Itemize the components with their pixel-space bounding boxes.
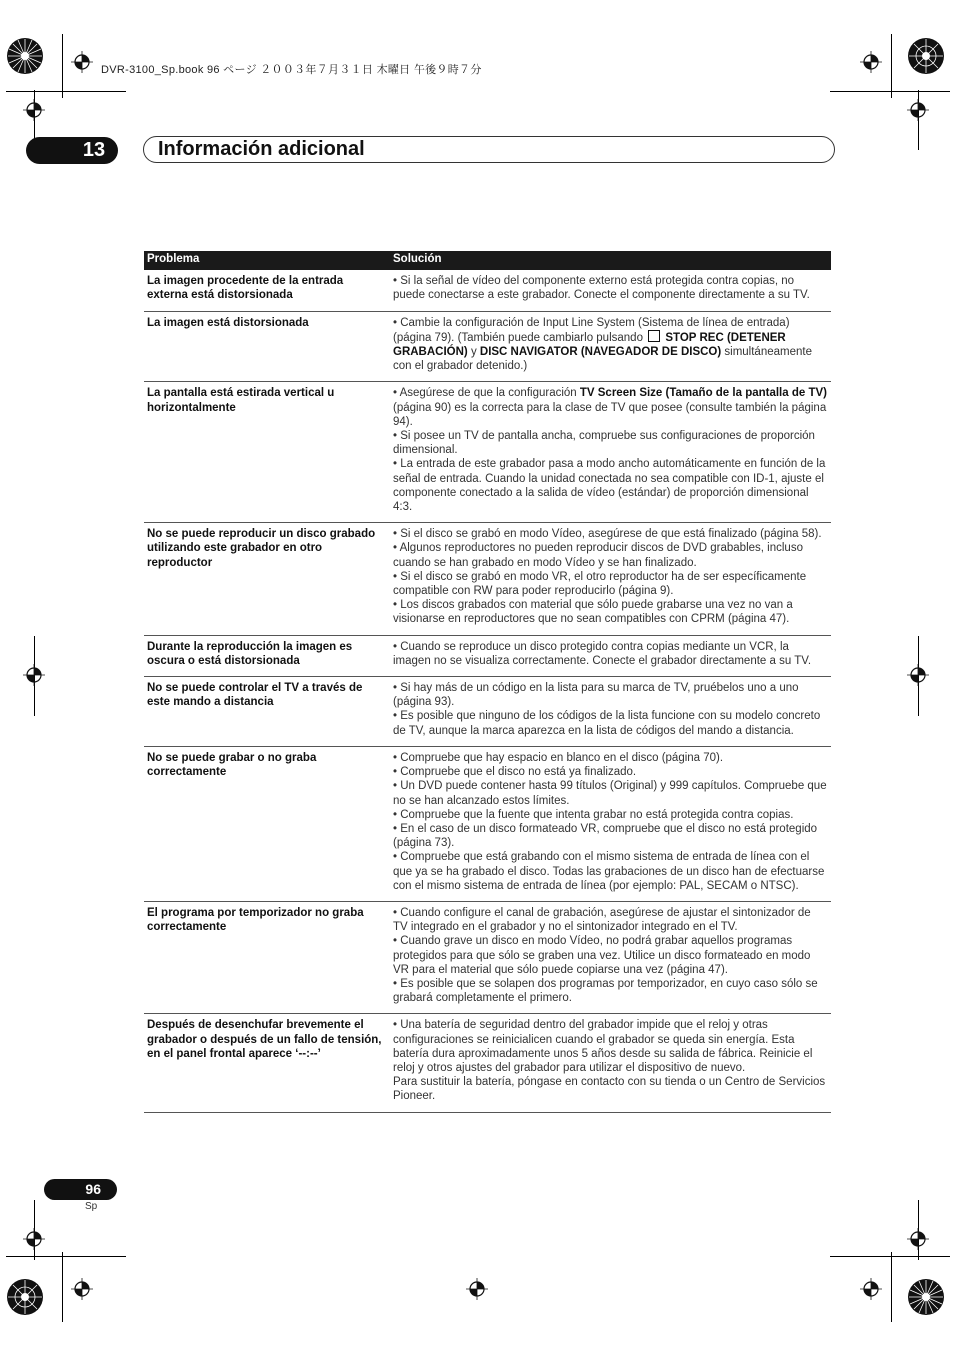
- solution-text: • Asegúrese de que la configuración: [393, 387, 580, 400]
- solution-cell: [390, 677, 831, 747]
- solution-cell: [390, 1014, 831, 1112]
- solution-item: • Si el disco se grabó en modo Vídeo, asegúrese de que está finalizado (página 58).: [393, 528, 822, 541]
- registration-rosette-icon: [6, 37, 44, 75]
- solution-item: Para sustituir la batería, póngase en contacto con su tienda o un Centro de Servicios Pioneer.: [393, 1076, 826, 1103]
- stop-button-icon: [648, 330, 660, 342]
- chapter-header: [143, 136, 835, 163]
- problem-cell: El programa por temporizador no graba correctamente: [144, 901, 390, 1013]
- solution-item: [393, 386, 828, 429]
- solution-cell: [390, 746, 831, 901]
- problem-cell: La pantalla está estirada vertical u horizontalmente: [144, 382, 390, 523]
- chapter-number-badge: 13: [26, 137, 118, 164]
- solution-item: • Cuando configure el canal de grabación, asegúrese de ajustar el sintonizador de TV integrado en el grabador y no el sintonizador integrado en el TV.: [393, 906, 811, 934]
- solution-item: • Compruebe que está grabando con el mismo sistema de entrada de línea con el que ya se ha grabado el disco. Todas las grabaciones de un disco han de efectuarse con el mismo sistema de entrada de línea (por ejemplo: PAL, SECAM o NTSC).: [393, 851, 825, 892]
- crosshair-icon: [23, 99, 45, 121]
- file-header: DVR-3100_Sp.book 96 ページ ２００３年７月３１日 木曜日 午後９時７分: [101, 64, 482, 76]
- solution-item: • Los discos grabados con material que sólo puede grabarse una vez no van a visionarse en reproductores que no sean compatibles con CPRM (página 47).: [393, 599, 793, 626]
- registration-rosette-icon: [907, 37, 945, 75]
- solution-item: • Una batería de seguridad dentro del grabador impide que el reloj y otras configuraciones se reinicialicen cuando el grabador se queda sin energía. Esta batería dura aproximadamente unos 5 años desde su salida de fábrica. Reinicie el reloj y otros ajustes del grabador para utilizar el dispositivo de nuevo.: [393, 1019, 813, 1074]
- problem-cell: Durante la reproducción la imagen es oscura o está distorsionada: [144, 635, 390, 676]
- crosshair-icon: [907, 1228, 929, 1250]
- solution-item: • Cuando se reproduce un disco protegido contra copias mediante un VCR, la imagen no se visualiza correctamente. Conecte el grabador directamente a su TV.: [393, 640, 812, 667]
- problem-cell: Después de desenchufar brevemente el grabador o después de un fallo de tensión, en el panel frontal aparece ‘--:--’: [144, 1014, 390, 1112]
- solution-text: • Cambie la configuración de Input Line System (Sistema de línea de entrada) (página 79). (También puede cambiarlo pulsando: [393, 316, 790, 344]
- crosshair-icon: [907, 664, 929, 686]
- crosshair-icon: [23, 1228, 45, 1250]
- table-header-row: [144, 251, 831, 270]
- table-row: [144, 1014, 831, 1112]
- registration-rosette-icon: [6, 1278, 44, 1316]
- table-row: [144, 270, 831, 311]
- chapter-title: Información adicional: [158, 138, 365, 160]
- solution-item: • Cuando grave un disco en modo Vídeo, no podrá grabar aquellos programas protegidos para que sólo se graben una vez. Utilice un disco formateado en modo VR para el material que sólo puede copiarse una vez (página 47).: [393, 935, 811, 976]
- solution-key-stop-rec: STOP REC (DETENER GRABACIÓN): [393, 331, 786, 359]
- troubleshooting-table: [144, 251, 831, 1113]
- table-row: [144, 746, 831, 901]
- problem-cell: No se puede grabar o no graba correctamente: [144, 746, 390, 901]
- crosshair-icon: [71, 1278, 93, 1300]
- solution-text: y: [467, 346, 480, 359]
- crosshair-icon: [71, 51, 93, 73]
- solution-cell: [390, 382, 831, 523]
- header-problem: Problema: [144, 251, 390, 270]
- solution-item: • Compruebe que hay espacio en blanco en el disco (página 70).: [393, 751, 724, 764]
- solution-cell: [390, 523, 831, 635]
- solution-item: • Si hay más de un código en la lista para su marca de TV, pruébelos uno a uno (página 93).: [393, 682, 799, 709]
- solution-item: • Es posible que se solapen dos programas por temporizador, en cuyo caso sólo se grabará completamente el primero.: [393, 977, 818, 1005]
- solution-item: • Un DVD puede contener hasta 99 títulos (Original) y 999 capítulos. Compruebe que no se han alcanzado estos límites.: [393, 780, 827, 807]
- solution-item: • Si el disco se grabó en modo VR, el otro reproductor ha de ser específicamente compatible con RW para poder reproducirlo (página 9).: [393, 570, 807, 598]
- solution-item: • Algunos reproductores no pueden reproducir discos de DVD grabables, incluso cuando se han grabado en modo Vídeo y se han finalizado.: [393, 542, 803, 569]
- problem-cell: La imagen está distorsionada: [144, 311, 390, 382]
- solution-text: (página 90) es la correcta para la clase de TV que posee (consulte también la página 94).: [393, 401, 827, 428]
- solution-item: [393, 316, 828, 374]
- table-row: [144, 635, 831, 676]
- crosshair-icon: [860, 1278, 882, 1300]
- solution-cell: [390, 311, 831, 382]
- crosshair-icon: [860, 51, 882, 73]
- crosshair-icon: [907, 99, 929, 121]
- solution-item: • Compruebe que la fuente que intenta grabar no está protegida contra copias.: [393, 808, 794, 821]
- solution-item: • La entrada de este grabador pasa a modo ancho automáticamente en función de la señal de entrada. Cuando la unidad conectada no sea compatible con ID-1, ajuste el componente conectado a la salida de vídeo (estándar) de proporción dimensional 4:3.: [393, 458, 826, 514]
- crosshair-icon: [23, 664, 45, 686]
- page-language-code: Sp: [85, 1201, 98, 1212]
- problem-cell: No se puede controlar el TV a través de este mando a distancia: [144, 677, 390, 747]
- crosshair-icon: [466, 1278, 488, 1300]
- table-row: [144, 523, 831, 635]
- table-row: [144, 311, 831, 382]
- table-row: [144, 382, 831, 523]
- solution-item: • Si la señal de vídeo del componente externo está protegida contra copias, no puede conectarse a este grabador. Conecte el componente directamente a su TV.: [393, 275, 810, 302]
- page-number-badge: 96: [44, 1179, 117, 1200]
- solution-item: • Es posible que ninguno de los códigos de la lista funcione con su modelo concreto de TV, aunque la marca aparezca en la lista de códigos del mando a distancia.: [393, 710, 821, 737]
- table-row: [144, 901, 831, 1013]
- solution-item: • En el caso de un disco formateado VR, compruebe que el disco no está protegido (página 73).: [393, 822, 818, 850]
- solution-item: • Compruebe que el disco no está ya finalizado.: [393, 766, 637, 779]
- solution-item: • Si posee un TV de pantalla ancha, compruebe sus configuraciones de proporción dimensional.: [393, 430, 815, 457]
- solution-key-disc-navigator: DISC NAVIGATOR (NAVEGADOR DE DISCO): [479, 346, 722, 359]
- header-solution: Solución: [390, 251, 831, 270]
- solution-cell: [390, 901, 831, 1013]
- table-row: [144, 677, 831, 747]
- problem-cell: La imagen procedente de la entrada externa está distorsionada: [144, 270, 390, 311]
- solution-cell: [390, 635, 831, 676]
- solution-cell: [390, 270, 831, 311]
- problem-cell: No se puede reproducir un disco grabado utilizando este grabador en otro reproductor: [144, 523, 390, 635]
- registration-rosette-icon: [907, 1278, 945, 1316]
- solution-key-tv-screen-size: TV Screen Size (Tamaño de la pantalla de TV): [579, 387, 827, 400]
- solution-text: simultáneamente con el grabador detenido.): [393, 346, 812, 373]
